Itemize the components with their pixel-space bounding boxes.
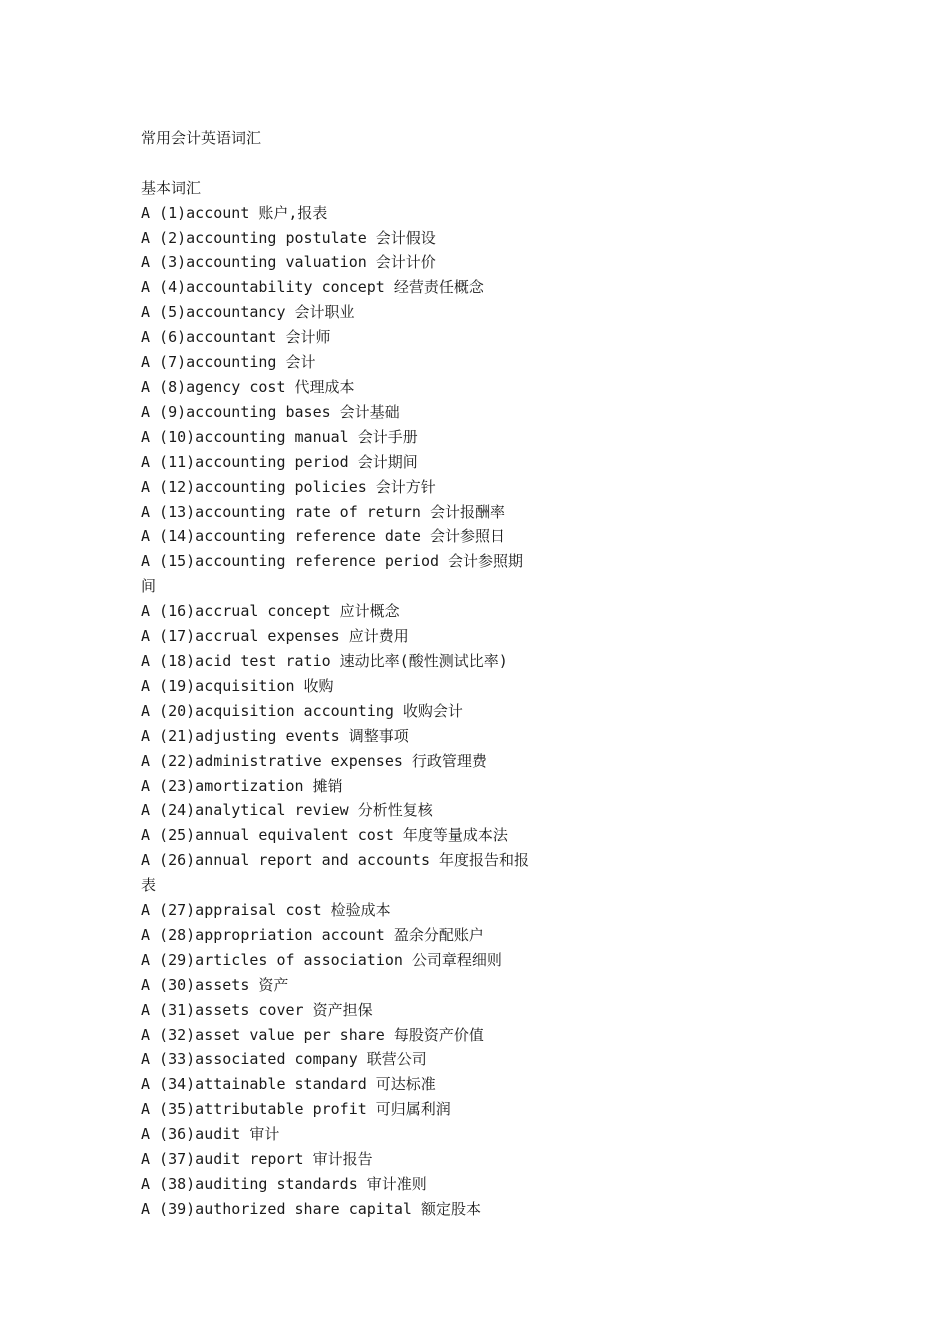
vocabulary-entry: A (19)acquisition 收购 — [141, 676, 334, 695]
vocabulary-entry: A (2)accounting postulate 会计假设 — [141, 228, 436, 247]
vocabulary-entry: A (29)articles of association 公司章程细则 — [141, 950, 502, 969]
vocabulary-entry: A (36)audit 审计 — [141, 1125, 280, 1144]
section-title: 基本词汇 — [141, 178, 202, 197]
vocabulary-entry: A (14)accounting reference date 会计参照日 — [141, 527, 505, 546]
vocabulary-entry: A (37)audit report 审计报告 — [141, 1150, 373, 1169]
vocabulary-entry: A (38)auditing standards 审计准则 — [141, 1175, 427, 1194]
vocabulary-entry: A (3)accounting valuation 会计计价 — [141, 253, 436, 272]
vocabulary-entry: A (32)asset value per share 每股资产价值 — [141, 1025, 484, 1044]
vocabulary-entry: A (13)accounting rate of return 会计报酬率 — [141, 502, 505, 521]
vocabulary-entry: A (28)appropriation account 盈余分配账户 — [141, 925, 484, 944]
vocabulary-entry: A (7)accounting 会计 — [141, 353, 316, 372]
vocabulary-entry: A (12)accounting policies 会计方针 — [141, 477, 436, 496]
document-title: 常用会计英语词汇 — [141, 129, 262, 147]
vocabulary-entry: 间 — [141, 577, 157, 596]
vocabulary-entry: A (8)agency cost 代理成本 — [141, 378, 355, 397]
vocabulary-entry: A (31)assets cover 资产担保 — [141, 1000, 373, 1019]
blank-line — [141, 151, 541, 176]
vocabulary-entry: A (16)accrual concept 应计概念 — [141, 602, 400, 621]
vocabulary-entry: A (5)accountancy 会计职业 — [141, 303, 355, 322]
vocabulary-entry: 表 — [141, 876, 157, 895]
vocabulary-entry: A (24)analytical review 分析性复核 — [141, 801, 433, 820]
vocabulary-entry: A (25)annual equivalent cost 年度等量成本法 — [141, 826, 508, 845]
vocabulary-entry: A (18)acid test ratio 速动比率(酸性测试比率) — [141, 651, 508, 670]
vocabulary-entry: A (15)accounting reference period 会计参照期 — [141, 552, 524, 571]
vocabulary-entry: A (9)accounting bases 会计基础 — [141, 402, 400, 421]
document-page — [141, 126, 541, 1222]
vocabulary-entry: A (35)attributable profit 可归属利润 — [141, 1100, 451, 1119]
vocabulary-entry: A (30)assets 资产 — [141, 975, 289, 994]
vocabulary-entry: A (4)accountability concept 经营责任概念 — [141, 278, 484, 297]
vocabulary-entry: A (10)accounting manual 会计手册 — [141, 427, 418, 446]
vocabulary-entry: A (21)adjusting events 调整事项 — [141, 726, 409, 745]
vocabulary-entry: A (1)account 账户,报表 — [141, 203, 328, 222]
vocabulary-entry: A (27)appraisal cost 检验成本 — [141, 901, 391, 920]
vocabulary-entry: A (26)annual report and accounts 年度报告和报 — [141, 851, 530, 870]
vocabulary-entry: A (39)authorized share capital 额定股本 — [141, 1199, 481, 1218]
vocabulary-entry: A (17)accrual expenses 应计费用 — [141, 627, 409, 646]
vocabulary-entry: A (6)accountant 会计师 — [141, 328, 331, 347]
vocabulary-entry: A (33)associated company 联营公司 — [141, 1050, 427, 1069]
vocabulary-entry: A (23)amortization 摊销 — [141, 776, 343, 795]
vocabulary-list — [141, 201, 541, 1222]
vocabulary-entry: A (20)acquisition accounting 收购会计 — [141, 701, 463, 720]
vocabulary-entry: A (11)accounting period 会计期间 — [141, 452, 418, 471]
vocabulary-entry: A (22)administrative expenses 行政管理费 — [141, 751, 487, 770]
vocabulary-entry: A (34)attainable standard 可达标准 — [141, 1075, 436, 1094]
